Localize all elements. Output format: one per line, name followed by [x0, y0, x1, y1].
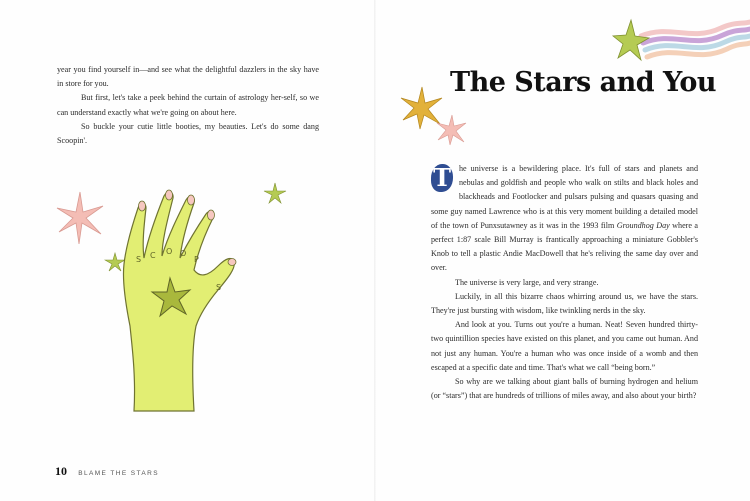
hand-letter: P	[194, 255, 199, 264]
pink-star-icon	[436, 114, 468, 146]
right-paragraph-4: And look at you. Turns out you're a human. Neat! Seven hundred thirty-two quintillion species have existed on this planet, and you came out human. And not just any human. You're a human who was once inside of a womb and then escaped at a specific date and time. That's what we call “being born.”	[431, 320, 698, 372]
shooting-star-icon	[611, 14, 750, 74]
hand-letter: C	[150, 251, 156, 260]
left-body-text	[57, 63, 319, 148]
film-title: Groundhog Day	[616, 220, 670, 230]
hand-letter: S	[216, 283, 222, 292]
running-head: BLAME THE STARS	[78, 470, 159, 477]
left-paragraph-3: So buckle your cutie little booties, my beauties. Let's do some dang Scoopin'.	[57, 121, 319, 146]
page-number: 10	[55, 464, 67, 478]
right-paragraph-3: Luckily, in all this bizarre chaos whirring around us, we have the stars. They're just bursting with wisdom, like twinkling nerds in the sky.	[431, 291, 698, 316]
left-page	[0, 0, 374, 501]
chapter-title: The Stars and You	[450, 67, 717, 98]
green-star-icon	[263, 182, 287, 204]
right-paragraph-5: So why are we talking about giant balls of burning hydrogen and helium (or “stars”) that are hundreds of trillions of miles away, and also about your birth?	[431, 377, 698, 401]
left-paragraph-2: But first, let's take a peek behind the curtain of astrology her-self, so we can understand exactly what we're going on about here.	[57, 93, 319, 117]
dropcap: T	[431, 164, 453, 192]
paragraph-1-text: he universe is a bewildering place. It's full of stars and planets and nebulas and goldfish and people who walk on stilts and black holes and blackheads and Footlocker and pulsars pulsing and quasars quasing and some guy named Lawrence who is at this very moment building a detailed model of the town of Punxsutawney as it was in the 1993 film	[431, 164, 698, 230]
hand-letter: O	[180, 249, 187, 258]
right-body-text	[431, 162, 698, 403]
paragraph-1-end: where a perfect 1:87 scale Bill Murray is frantically approaching a miniature Gobbler's Knob to tell a plastic Andie MacDowell that he's reliving the same day over and over.	[431, 220, 698, 273]
folio	[55, 464, 159, 479]
right-paragraph-2: The universe is very large, and very strange.	[455, 277, 599, 287]
hand-illustration	[112, 186, 244, 412]
right-page	[376, 0, 750, 501]
left-paragraph-1: year you find yourself in—and see what the delightful dazzlers in the sky have in store for you.	[57, 65, 319, 89]
right-paragraph-1	[431, 162, 698, 276]
hand-letter: S	[136, 255, 142, 264]
hand-letter: O	[166, 247, 173, 256]
pink-star-icon	[55, 190, 105, 246]
